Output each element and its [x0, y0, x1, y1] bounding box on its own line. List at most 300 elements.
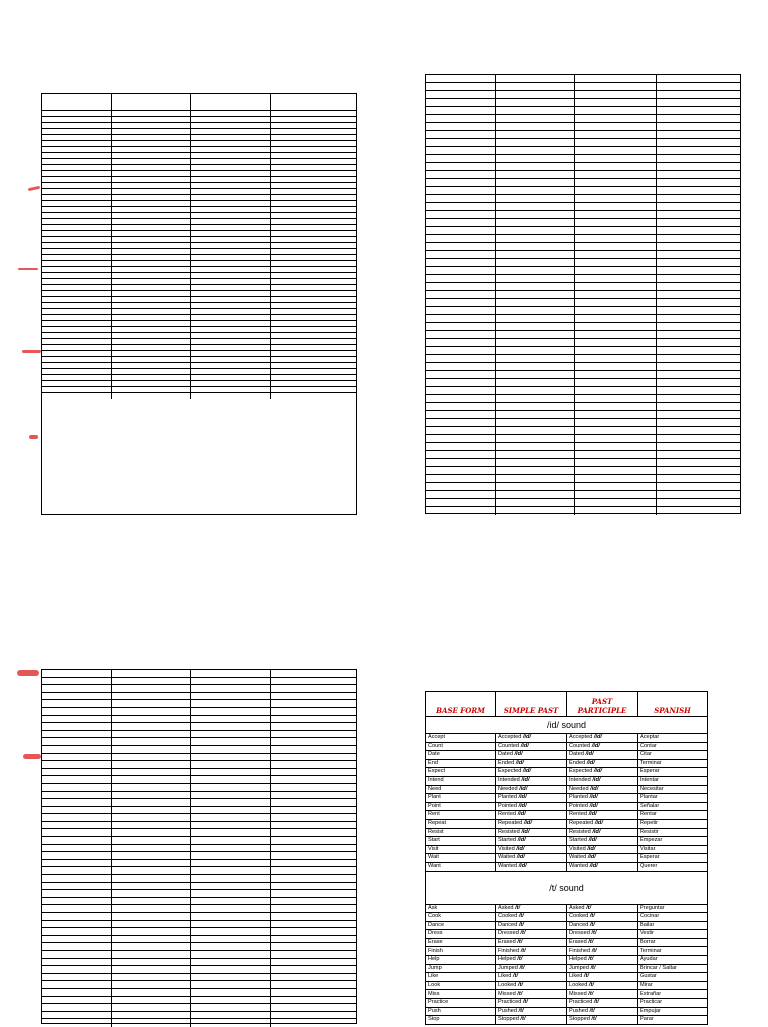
grid-cell: [42, 219, 112, 224]
grid-row: [426, 163, 740, 171]
sound-suffix: /id/: [592, 768, 602, 775]
spanish-cell: Mirar: [638, 981, 708, 990]
grid-row: [426, 411, 740, 419]
grid-row: [42, 951, 356, 959]
simple-past-cell: Practiced /t/: [496, 999, 567, 1008]
grid-row: [426, 451, 740, 459]
grid-cell: [426, 347, 496, 354]
grid-cell: [42, 951, 112, 958]
grid-cell: [112, 315, 191, 320]
verb-table-header: [426, 692, 708, 717]
verb-row: [426, 921, 708, 930]
grid-cell: [42, 959, 112, 966]
grid-cell: [657, 491, 740, 498]
grid-cell: [575, 331, 656, 338]
simple-past-cell: Needed /id/: [496, 785, 567, 794]
grid-cell: [112, 959, 191, 966]
grid-cell: [191, 207, 270, 212]
grid-cell: [191, 381, 270, 386]
grid-cell: [657, 91, 740, 98]
grid-cell: [271, 966, 356, 973]
grid-cell: [426, 123, 496, 130]
grid-cell: [271, 670, 356, 677]
grid-cell: [271, 943, 356, 950]
grid-cell: [496, 419, 575, 426]
grid-cell: [112, 297, 191, 302]
grid-cell: [271, 974, 356, 981]
grid-cell: [575, 467, 656, 474]
grid-cell: [42, 845, 112, 852]
grid-cell: [657, 499, 740, 506]
grid-row: [42, 837, 356, 845]
grid-cell: [575, 83, 656, 90]
grid-cell: [575, 251, 656, 258]
past-participle-cell: Looked /t/: [567, 981, 638, 990]
grid-row: [426, 187, 740, 195]
grid-row: [42, 997, 356, 1005]
grid-cell: [271, 285, 356, 290]
grid-cell: [42, 285, 112, 290]
grid-cell: [271, 237, 356, 242]
verb-row: [426, 768, 708, 777]
simple-past-cell: Counted /id/: [496, 742, 567, 751]
grid-cell: [271, 989, 356, 996]
grid-cell: [112, 1012, 191, 1019]
grid-cell: [575, 291, 656, 298]
grid-cell: [575, 203, 656, 210]
simple-past-cell: Wanted /id/: [496, 862, 567, 871]
grid-cell: [657, 475, 740, 482]
base-form-cell: Look: [426, 981, 496, 990]
verb-row: [426, 837, 708, 846]
grid-cell: [575, 211, 656, 218]
grid-row: [426, 403, 740, 411]
grid-cell: [42, 860, 112, 867]
grid-cell: [575, 91, 656, 98]
grid-cell: [271, 117, 356, 122]
grid-cell: [657, 251, 740, 258]
grid-cell: [42, 393, 112, 399]
sound-suffix: /t/: [586, 938, 594, 945]
grid-cell: [42, 708, 112, 715]
grid-cell: [271, 387, 356, 392]
grid-row: [426, 147, 740, 155]
grid-row: [42, 822, 356, 830]
grid-cell: [42, 890, 112, 897]
grid-cell: [191, 678, 270, 685]
verb-row: [426, 981, 708, 990]
grid-cell: [271, 297, 356, 302]
grid-cell: [426, 227, 496, 234]
spanish-cell: Bailar: [638, 921, 708, 930]
grid-cell: [191, 966, 270, 973]
grid-cell: [112, 807, 191, 814]
grid-cell: [271, 898, 356, 905]
grid-cell: [112, 141, 191, 146]
grid-cell: [575, 283, 656, 290]
sound-suffix: /t/: [515, 990, 523, 997]
grid-cell: [271, 141, 356, 146]
past-participle-cell: Pushed /t/: [567, 1007, 638, 1016]
base-form-cell: Date: [426, 751, 496, 760]
red-mark-4: [29, 435, 38, 439]
sound-suffix: /t/: [517, 964, 525, 971]
grid-cell: [426, 203, 496, 210]
grid-cell: [191, 959, 270, 966]
grid-cell: [657, 107, 740, 114]
grid-cell: [426, 251, 496, 258]
grid-row: [42, 989, 356, 997]
grid-cell: [42, 369, 112, 374]
grid-cell: [271, 746, 356, 753]
grid-row: [42, 845, 356, 853]
spanish-cell: Repetir: [638, 819, 708, 828]
base-form-cell: Help: [426, 956, 496, 965]
grid-cell: [191, 799, 270, 806]
grid-cell: [191, 171, 270, 176]
grid-row: [426, 371, 740, 379]
grid-row: [426, 235, 740, 243]
sound-suffix: /t/: [511, 973, 518, 980]
grid-cell: [191, 700, 270, 707]
verb-row: [426, 854, 708, 863]
grid-row: [42, 1004, 356, 1012]
grid-cell: [112, 123, 191, 128]
grid-cell: [426, 491, 496, 498]
grid-cell: [42, 829, 112, 836]
sound-suffix: /id/: [514, 845, 525, 852]
grid-cell: [575, 307, 656, 314]
grid-row: [42, 1019, 356, 1027]
verb-row: [426, 990, 708, 999]
grid-cell: [271, 1004, 356, 1011]
grid-row: [426, 291, 740, 299]
grid-row: [42, 670, 356, 678]
grid-row: [42, 685, 356, 693]
grid-cell: [657, 323, 740, 330]
grid-cell: [191, 213, 270, 218]
grid-cell: [42, 989, 112, 996]
grid-cell: [271, 860, 356, 867]
sound-suffix: /t/: [515, 956, 523, 963]
grid-cell: [42, 867, 112, 874]
verb-row: [426, 734, 708, 743]
grid-cell: [42, 776, 112, 783]
grid-cell: [42, 207, 112, 212]
grid-cell: [271, 784, 356, 791]
grid-cell: [112, 852, 191, 859]
grid-cell: [271, 1012, 356, 1019]
grid-row: [426, 483, 740, 491]
grid-cell: [42, 111, 112, 116]
grid-row: [426, 107, 740, 115]
grid-row: [426, 315, 740, 323]
grid-cell: [271, 381, 356, 386]
grid-row: [426, 443, 740, 451]
grid-cell: [112, 111, 191, 116]
grid-cell: [426, 155, 496, 162]
grid-cell: [657, 283, 740, 290]
spanish-cell: Contar: [638, 742, 708, 751]
past-participle-cell: Wanted /id/: [567, 862, 638, 871]
grid-cell: [191, 989, 270, 996]
grid-row: [426, 83, 740, 91]
grid-row: [42, 852, 356, 860]
grid-cell: [112, 243, 191, 248]
grid-cell: [271, 345, 356, 350]
spanish-cell: Rentar: [638, 811, 708, 820]
grid-cell: [271, 716, 356, 723]
spanish-cell: Gustar: [638, 973, 708, 982]
grid-cell: [42, 822, 112, 829]
grid-cell: [496, 427, 575, 434]
grid-cell: [496, 459, 575, 466]
base-form-cell: Practice: [426, 999, 496, 1008]
grid-cell: [112, 285, 191, 290]
grid-cell: [271, 363, 356, 368]
past-participle-cell: Asked /t/: [567, 904, 638, 913]
grid-cell: [271, 207, 356, 212]
grid-cell: [496, 187, 575, 194]
grid-cell: [191, 746, 270, 753]
grid-cell: [575, 179, 656, 186]
blank-grid-top-left: [41, 93, 357, 515]
grid-cell: [191, 177, 270, 182]
grid-cell: [496, 75, 575, 82]
grid-cell: [657, 339, 740, 346]
grid-cell: [496, 83, 575, 90]
grid-cell: [191, 94, 270, 110]
grid-cell: [426, 91, 496, 98]
grid-cell: [426, 275, 496, 282]
grid-cell: [42, 792, 112, 799]
grid-cell: [657, 395, 740, 402]
grid-cell: [271, 213, 356, 218]
grid-cell: [112, 1004, 191, 1011]
grid-cell: [42, 309, 112, 314]
grid-cell: [657, 459, 740, 466]
grid-cell: [657, 379, 740, 386]
grid-cell: [191, 261, 270, 266]
sound-suffix: /id/: [512, 751, 523, 758]
grid-row: [426, 507, 740, 515]
spanish-cell: Señalar: [638, 802, 708, 811]
sound-suffix: /id/: [590, 828, 601, 835]
grid-cell: [575, 171, 656, 178]
grid-cell: [42, 291, 112, 296]
verb-row: [426, 947, 708, 956]
grid-cell: [42, 898, 112, 905]
grid-cell: [112, 716, 191, 723]
verb-row: [426, 742, 708, 751]
grid-row: [42, 814, 356, 822]
grid-cell: [271, 883, 356, 890]
grid-cell: [112, 997, 191, 1004]
sound-suffix: /id/: [588, 785, 599, 792]
grid-cell: [271, 723, 356, 730]
grid-cell: [191, 845, 270, 852]
grid-row: [426, 123, 740, 131]
sound-suffix: /t/: [592, 999, 599, 1006]
grid-cell: [42, 357, 112, 362]
grid-cell: [42, 799, 112, 806]
grid-cell: [191, 249, 270, 254]
grid-cell: [42, 943, 112, 950]
grid-cell: [657, 411, 740, 418]
simple-past-cell: Looked /t/: [496, 981, 567, 990]
grid-row: [426, 275, 740, 283]
grid-row: [42, 94, 356, 111]
grid-cell: [191, 315, 270, 320]
spanish-cell: Plantar: [638, 794, 708, 803]
grid-cell: [575, 219, 656, 226]
grid-row: [42, 776, 356, 784]
grid-cell: [42, 997, 112, 1004]
grid-cell: [112, 867, 191, 874]
grid-cell: [426, 371, 496, 378]
grid-cell: [191, 363, 270, 368]
grid-cell: [271, 147, 356, 152]
grid-cell: [112, 845, 191, 852]
grid-cell: [191, 159, 270, 164]
blank-grid-bottom-left: [41, 669, 357, 1024]
grid-cell: [42, 1012, 112, 1019]
base-form-cell: Wait: [426, 854, 496, 863]
grid-cell: [191, 693, 270, 700]
grid-row: [426, 211, 740, 219]
section-title: /id/ sound: [426, 717, 708, 734]
grid-cell: [496, 219, 575, 226]
grid-cell: [426, 219, 496, 226]
grid-cell: [191, 129, 270, 134]
sound-suffix: /t/: [521, 999, 528, 1006]
grid-cell: [271, 799, 356, 806]
grid-cell: [42, 279, 112, 284]
sound-suffix: /id/: [587, 811, 597, 818]
grid-cell: [426, 395, 496, 402]
grid-cell: [112, 746, 191, 753]
grid-row: [42, 754, 356, 762]
grid-row: [426, 267, 740, 275]
grid-cell: [271, 852, 356, 859]
base-form-cell: Like: [426, 973, 496, 982]
grid-cell: [496, 307, 575, 314]
grid-cell: [112, 754, 191, 761]
grid-cell: [496, 139, 575, 146]
grid-cell: [112, 249, 191, 254]
grid-row: [42, 921, 356, 929]
red-mark-6: [23, 754, 41, 759]
grid-cell: [271, 890, 356, 897]
grid-cell: [112, 890, 191, 897]
grid-cell: [112, 135, 191, 140]
grid-cell: [112, 309, 191, 314]
grid-cell: [112, 814, 191, 821]
grid-cell: [575, 363, 656, 370]
past-participle-cell: Erased /t/: [567, 938, 638, 947]
grid-cell: [271, 153, 356, 158]
grid-row: [426, 475, 740, 483]
grid-cell: [271, 333, 356, 338]
grid-cell: [657, 451, 740, 458]
grid-cell: [426, 211, 496, 218]
grid-cell: [271, 177, 356, 182]
past-participle-cell: Started /id/: [567, 837, 638, 846]
grid-cell: [271, 225, 356, 230]
grid-row: [42, 807, 356, 815]
grid-cell: [191, 237, 270, 242]
spanish-cell: Resistir: [638, 828, 708, 837]
simple-past-cell: Erased /t/: [496, 938, 567, 947]
grid-cell: [496, 443, 575, 450]
grid-cell: [112, 393, 191, 399]
grid-cell: [42, 321, 112, 326]
grid-cell: [575, 411, 656, 418]
grid-cell: [496, 275, 575, 282]
grid-cell: [191, 974, 270, 981]
grid-cell: [271, 708, 356, 715]
grid-cell: [426, 83, 496, 90]
spanish-cell: Esperar: [638, 854, 708, 863]
grid-cell: [42, 928, 112, 935]
simple-past-cell: Liked /t/: [496, 973, 567, 982]
spanish-cell: Aceptar: [638, 734, 708, 743]
grid-cell: [42, 905, 112, 912]
grid-cell: [426, 451, 496, 458]
past-participle-cell: Expected /id/: [567, 768, 638, 777]
base-form-cell: Start: [426, 837, 496, 846]
grid-cell: [112, 381, 191, 386]
grid-cell: [112, 792, 191, 799]
grid-cell: [271, 997, 356, 1004]
grid-cell: [42, 315, 112, 320]
grid-cell: [42, 746, 112, 753]
grid-cell: [191, 231, 270, 236]
grid-cell: [271, 261, 356, 266]
grid-cell: [42, 303, 112, 308]
grid-cell: [426, 363, 496, 370]
grid-cell: [426, 315, 496, 322]
grid-cell: [191, 905, 270, 912]
grid-cell: [42, 147, 112, 152]
grid-cell: [271, 678, 356, 685]
grid-cell: [426, 475, 496, 482]
grid-cell: [191, 890, 270, 897]
grid-cell: [191, 375, 270, 380]
grid-cell: [426, 259, 496, 266]
grid-cell: [191, 195, 270, 200]
simple-past-cell: Intended /id/: [496, 776, 567, 785]
grid-cell: [575, 155, 656, 162]
grid-cell: [426, 387, 496, 394]
grid-cell: [42, 1004, 112, 1011]
grid-cell: [271, 693, 356, 700]
grid-cell: [496, 483, 575, 490]
grid-row: [42, 761, 356, 769]
grid-cell: [112, 291, 191, 296]
grid-cell: [271, 776, 356, 783]
grid-cell: [271, 738, 356, 745]
grid-cell: [191, 351, 270, 356]
past-participle-cell: Resisted /id/: [567, 828, 638, 837]
grid-cell: [191, 345, 270, 350]
grid-row: [42, 928, 356, 936]
grid-cell: [426, 99, 496, 106]
grid-cell: [112, 129, 191, 134]
simple-past-cell: Rented /id/: [496, 811, 567, 820]
grid-cell: [496, 299, 575, 306]
grid-cell: [271, 837, 356, 844]
